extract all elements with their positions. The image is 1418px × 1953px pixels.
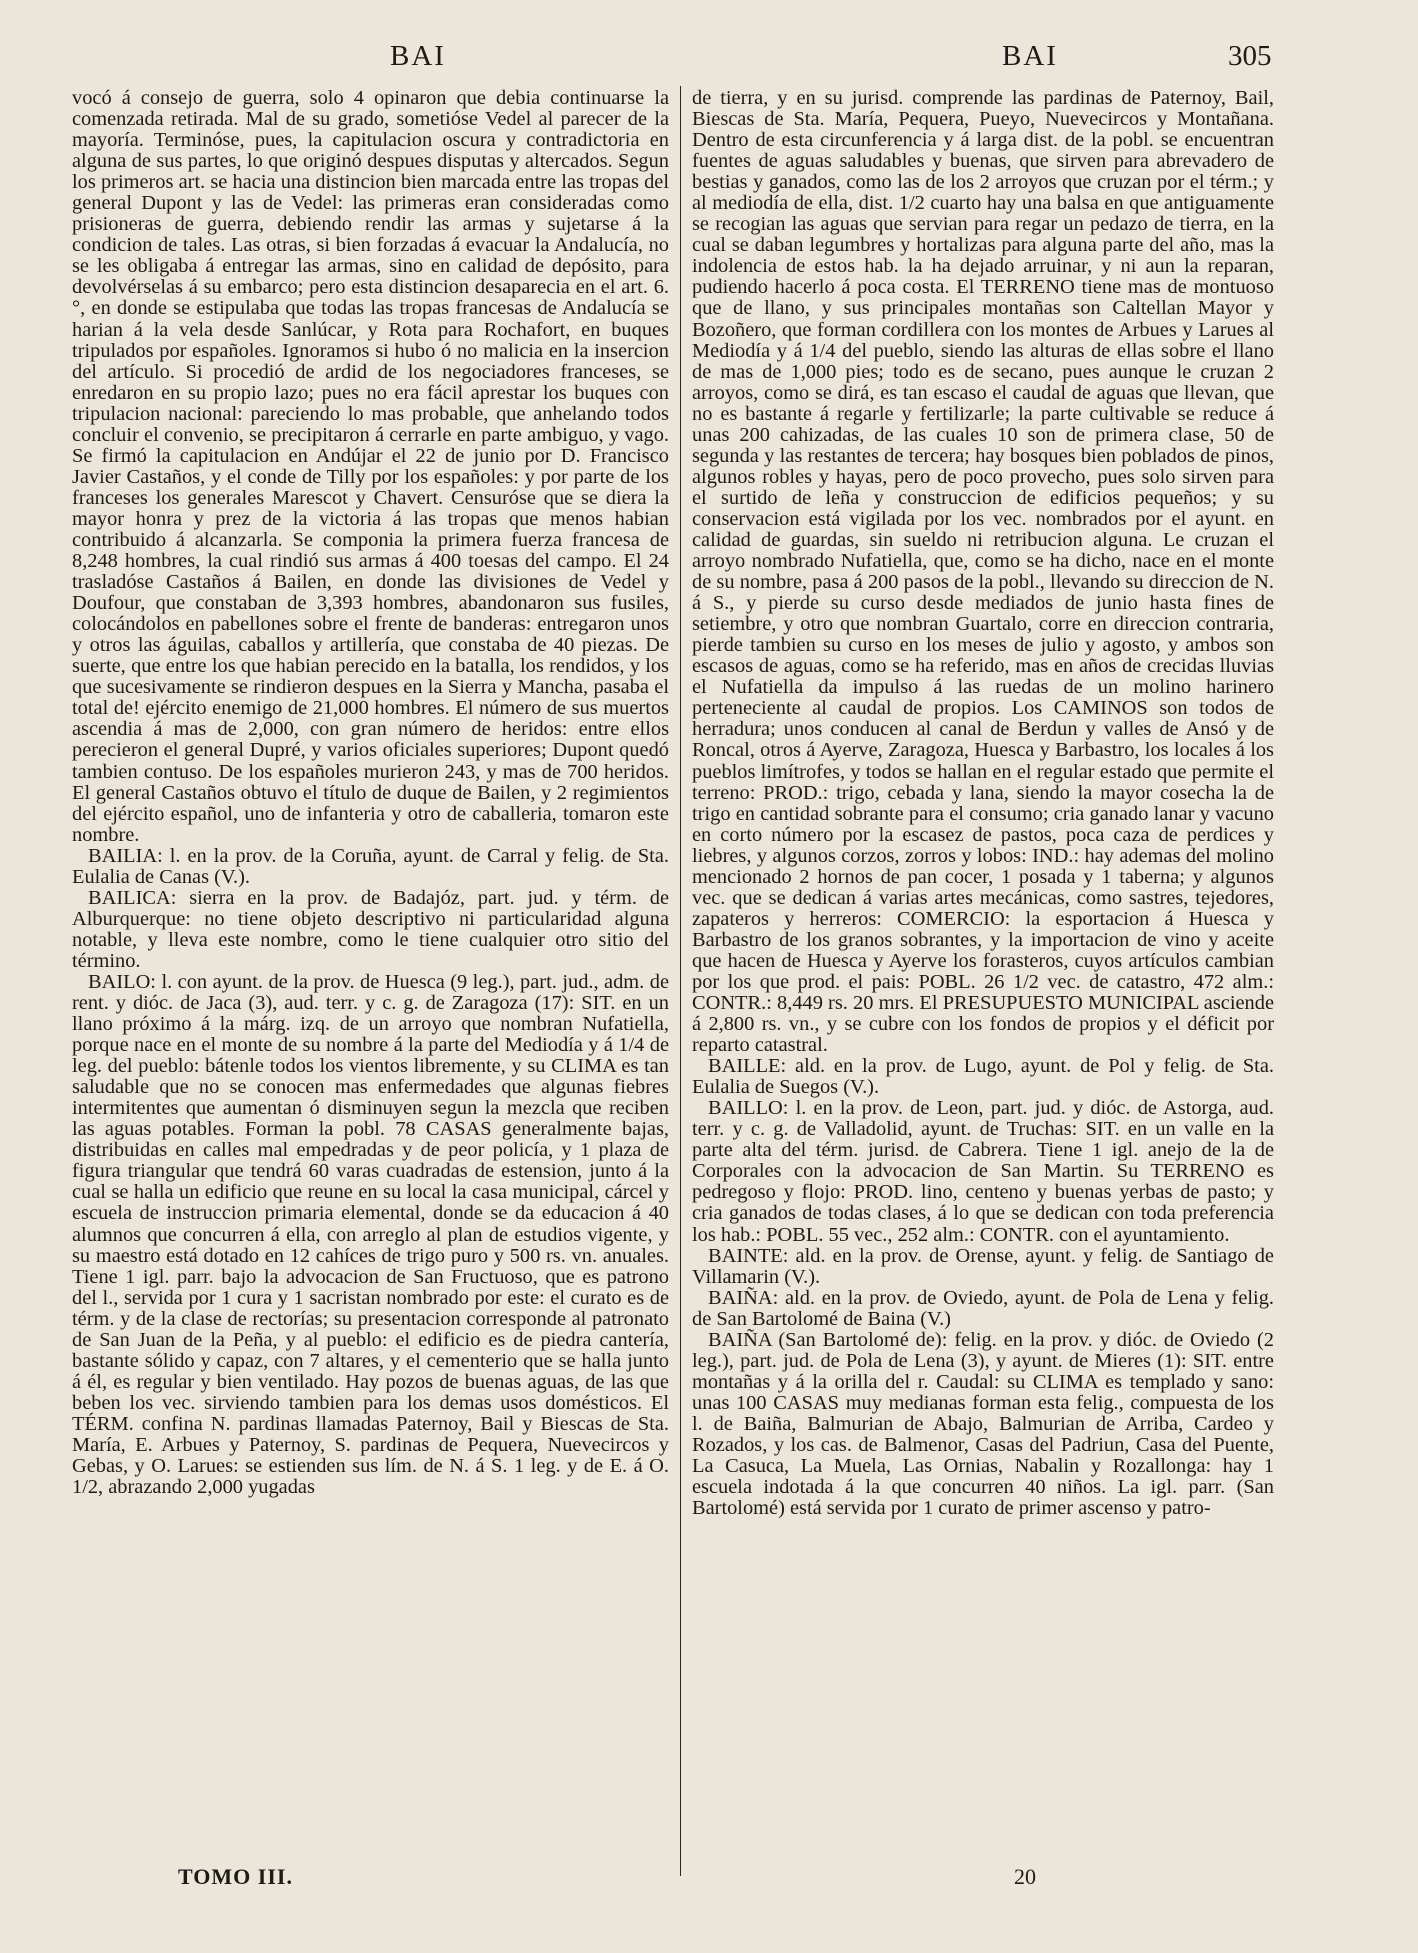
- entry-bailo: BAILO: l. con ayunt. de la prov. de Huesca (9 leg.), part. jud., adm. de rent. y dióc. de Jaca (3), aud. terr. y c. g. de Zaragoza (17): SIT. en un llano próximo á la márg. izq. de un arroyo que nombran Nufatiella, porque nace en el monte de su nombre á la parte del Mediodía y á 1/4 de leg. del pueblo: bátenle todos los vientos libremente, y su CLIMA es tan saludable que no se conocen mas enfermedades que algunas fiebres intermitentes que aumentan ó disminuyen segun la mezcla que reciben las aguas potables. Forman la pobl. 78 CASAS generalmente bajas, distribuidas en calles mal empedradas y de peor policía, y 1 plaza de figura triangular que tendrá 60 varas cuadradas de estension, junto á la cual se halla un edificio que reune en su local la casa municipal, cárcel y escuela de instruccion primaria elemental, donde se da educacion á 40 alumnos que concurren á ella, con arreglo al plan de estudios vigente, y su maestro está dotado en 12 cahíces de trigo puro y 500 rs. vn. anuales. Tiene 1 igl. parr. bajo la advocacion de San Fructuoso, que es patrono del l., servida por 1 cura y 1 sacristan nombrado por este: el curato es de térm. y de la clase de rectorías; su presentacion corresponde al patronato de San Juan de la Peña, y al pueblo: el edificio es de piedra cantería, bastante sólido y capaz, con 7 altares, y el cementerio que se halla junto á él, es regular y bien ventilado. Hay pozos de buenas aguas, de las que beben los vec. sirviendo tambien para los demas usos domésticos. El TÉRM. confina N. pardinas llamadas Paternoy, Bail y Biescas de Sta. María, E. Arbues y Paternoy, S. pardinas de Pequera, Nuevecircos y Gebas, y O. Larues: se estienden sus lím. de N. á S. 1 leg. y de E. á O. 1/2, abrazando 2,000 yugadas: [72, 970, 669, 1499]
- left-column: [72, 88, 669, 1498]
- page-number: 305: [1228, 40, 1272, 72]
- entry-paragraph: de tierra, y en su jurisd. comprende las pardinas de Paternoy, Bail, Biescas de Sta. María, Pequera, Pueyo, Nuevecircos y Montañana. Dentro de esta circunferencia y á larga dist. de la pobl. se encuentran fuentes de aguas saludables y buenas, que sirven para abrevadero de bestias y ganados, como las de los 2 arroyos que cruzan por el térm.; y al mediodía de ella, dist. 1/2 cuarto hay una balsa en que antiguamente se recogian las aguas que servian para regar un pedazo de tierra, en la cual se daban legumbres y hortalizas para alguna parte del año, mas la indolencia de estos hab. la ha dejado arruinar, y ni aun la reparan, pudiendo hacerlo á poca costa. El TERRENO tiene mas de montuoso que de llano, y sus principales montañas son Caltellan Mayor y Bozoñero, que forman cordillera con los montes de Arbues y Larues al Mediodía y á 1/4 del pueblo, siendo las alturas de ellas sobre el llano de mas de 1,000 pies; todo es de secano, pues aunque le cruzan 2 arroyos, como se dirá, es tan escaso el caudal de aguas que llevan, que no es bastante á regarle y fertilizarle; la parte cultivable se reduce á unas 200 cahizadas, de las cuales 10 son de primera clase, 50 de segunda y las restantes de tercera; hay bosques bien poblados de pinos, algunos robles y hayas, pero de poco provecho, pues solo sirven para el surtido de leña y construccion de edificios pequeños; y su conservacion está vigilada por los vec. nombrados por el ayunt. en calidad de guardas, sin sueldo ni retribucion alguna. Le cruzan el arroyo nombrado Nufatiella, que, como se ha dicho, nace en el monte de su nombre, pasa á 200 pasos de la pobl., llevando su direccion de N. á S., y pierde su curso desde mediados de junio hasta fines de setiembre, y otro que nombran Guartalo, corre en direccion contraria, pierde tambien su curso en los meses de julio y agosto, y ambos son escasos de aguas, como se ha referido, mas en años de crecidas lluvias el Nufatiella da impulso á las ruedas de un molino harinero perteneciente al caudal de propios. Los CAMINOS son todos de herradura; unos conducen al canal de Berdun y valles de Ansó y de Roncal, otros á Ayerve, Zaragoza, Huesca y Barbastro, los locales á los pueblos limítrofes, y todos se hallan en el regular estado que permite el terreno: PROD.: trigo, cebada y lana, siendo la mayor cosecha la de trigo en cantidad sobrante para el consumo; cria ganado lanar y vacuno en corto número por la escasez de pastos, poca caza de perdices y liebres, y algunos corzos, zorros y lobos: IND.: hay ademas del molino mencionado 2 hornos de pan cocer, 1 posada y 1 taberna; y algunos vec. que se dedican á varias artes mecánicas, como sastres, tejedores, zapateros y herreros: COMERCIO: la esportacion á Huesca y Barbastro de los granos sobrantes, y la importacion de vino y aceite que hacen de Huesca y Ayerve los forasteros, cuyos artículos cambian por los que prod. el pais: POBL. 26 1/2 vec. de catastro, 472 alm.: CONTR.: 8,449 rs. 20 mrs. El PRESUPUESTO MUNICIPAL asciende á 2,800 rs. vn., y se cubre con los fondos de propios y el déficit por reparto catastral.: [692, 87, 1274, 1057]
- column-divider: [680, 86, 681, 1876]
- entry-bainte: BAINTE: ald. en la prov. de Orense, ayunt. y felig. de Santiago de Villamarin (V.).: [692, 1244, 1274, 1288]
- entry-baina-san-bartolome: BAIÑA (San Bartolomé de): felig. en la prov. y dióc. de Oviedo (2 leg.), part. jud. de Pola de Lena (3), y ayunt. de Mieres (1): SIT. entre montañas y á la orilla del r. Caudal: su CLIMA es templado y sano: unas 100 CASAS muy medianas forman esta felig., compuesta de los l. de Baiña, Balmurian de Abajo, Balmurian de Arriba, Cardeo y Rozados, y los cas. de Balmenor, Casas del Padriun, Casa del Puente, La Casuca, La Muela, Las Ornias, Nabalin y Rozallonga: hay 1 escuela indotada á la que concurren 40 niños. La igl. parr. (San Bartolomé) está servida por 1 curato de primer ascenso y patro-: [692, 1328, 1274, 1520]
- running-head-right: BAI: [1002, 40, 1058, 72]
- entry-bailica: BAILICA: sierra en la prov. de Badajóz, part. jud. y térm. de Alburquerque: no tiene objeto descriptivo ni particularidad alguna notable, y lleva este nombre, como le tiene cualquier otro sitio del término.: [72, 886, 669, 972]
- entry-bailia: BAILIA: l. en la prov. de la Coruña, ayunt. de Carral y felig. de Sta. Eulalia de Canas (V.).: [72, 844, 669, 888]
- volume-label: TOMO III.: [178, 1864, 293, 1889]
- entry-baina: BAIÑA: ald. en la prov. de Oviedo, ayunt. de Pola de Lena y felig. de San Bartolomé de Baina (V.): [692, 1286, 1274, 1330]
- entry-paragraph: vocó á consejo de guerra, solo 4 opinaron que debia continuarse la comenzada retirada. Mal de su grado, sometióse Vedel al parecer de la mayoría. Terminóse, pues, la capitulacion oscura y contradictoria en alguna de sus partes, lo que originó despues disputas y altercados. Segun los primeros art. se hacia una distincion bien marcada entre las tropas del general Dupont y las de Vedel: las primeras eran consideradas como prisioneras de guerra, debiendo rendir las armas y sujetarse á la condicion de tales. Las otras, si bien forzadas á evacuar la Andalucía, no se les obligaba á entregar las armas, sino en calidad de depósito, para devolvérselas á su embarco; pero esta distincion desaparecia en el art. 6.°, en donde se estipulaba que todas las tropas francesas de Andalucía se harian á la vela desde Sanlúcar, y Rota para Rochafort, en buques tripulados por españoles. Ignoramos si hubo ó no malicia en la insercion del artículo. Si procedió de ardid de los negociadores franceses, se enredaron en su propio lazo; pues no era fácil aprestar los buques con tripulacion nacional: pareciendo lo mas probable, que anhelando todos concluir el convenio, se precipitaron á cerrarle en parte ambiguo, y vago. Se firmó la capitulacion en Andújar el 22 de junio por D. Francisco Javier Castaños, y el conde de Tilly por los españoles: y por parte de los franceses los generales Marescot y Chavert. Censuróse que se diera la mayor honra y prez de la victoria á las tropas que menos habian contribuido á alcanzarla. Se componia la primera fuerza francesa de 8,248 hombres, la cual rindió sus armas á 400 toesas del campo. El 24 trasladóse Castaños á Bailen, en donde las divisiones de Vedel y Doufour, que constaban de 3,393 hombres, abandonaron sus fusiles, colocándolos en pabellones sobre el frente de banderas: entregaron unos y otros las águilas, caballos y artillería, que constaba de 40 piezas. De suerte, que entre los que habian perecido en la batalla, los rendidos, y los que sucesivamente se rindieron despues en la Sierra y Mancha, pasaba el total de! ejército enemigo de 21,000 hombres. El número de sus muertos ascendia á mas de 2,000, con gran número de heridos: entre ellos perecieron el general Dupré, y varios oficiales superiores; Dupont quedó tambien contuso. De los españoles murieron 243, y mas de 700 heridos. El general Castaños obtuvo el título de duque de Bailen, y 2 regimientos del ejército español, uno de infanteria y otro de caballeria, tomaron este nombre.: [72, 87, 669, 846]
- right-column: [692, 88, 1274, 1519]
- entry-baille: BAILLE: ald. en la prov. de Lugo, ayunt. de Pol y felig. de Sta. Eulalia de Suegos (V.).: [692, 1055, 1274, 1099]
- signature-mark: 20: [1014, 1864, 1036, 1889]
- running-head-left: BAI: [390, 40, 446, 72]
- entry-baillo: BAILLO: l. en la prov. de Leon, part. jud. y dióc. de Astorga, aud. terr. y c. g. de Valladolid, ayunt. de Truchas: SIT. en un valle en la parte alta del térm. jurisd. de Cabrera. Tiene 1 igl. anejo de la de Corporales con la advocacion de San Martin. Su TERRENO es pedregoso y flojo: PROD. lino, centeno y buenas yerbas de pasto; y cria ganados de todas clases, á lo que se dedican con toda preferencia los hab.: POBL. 55 vec., 252 alm.: CONTR. con el ayuntamiento.: [692, 1097, 1274, 1246]
